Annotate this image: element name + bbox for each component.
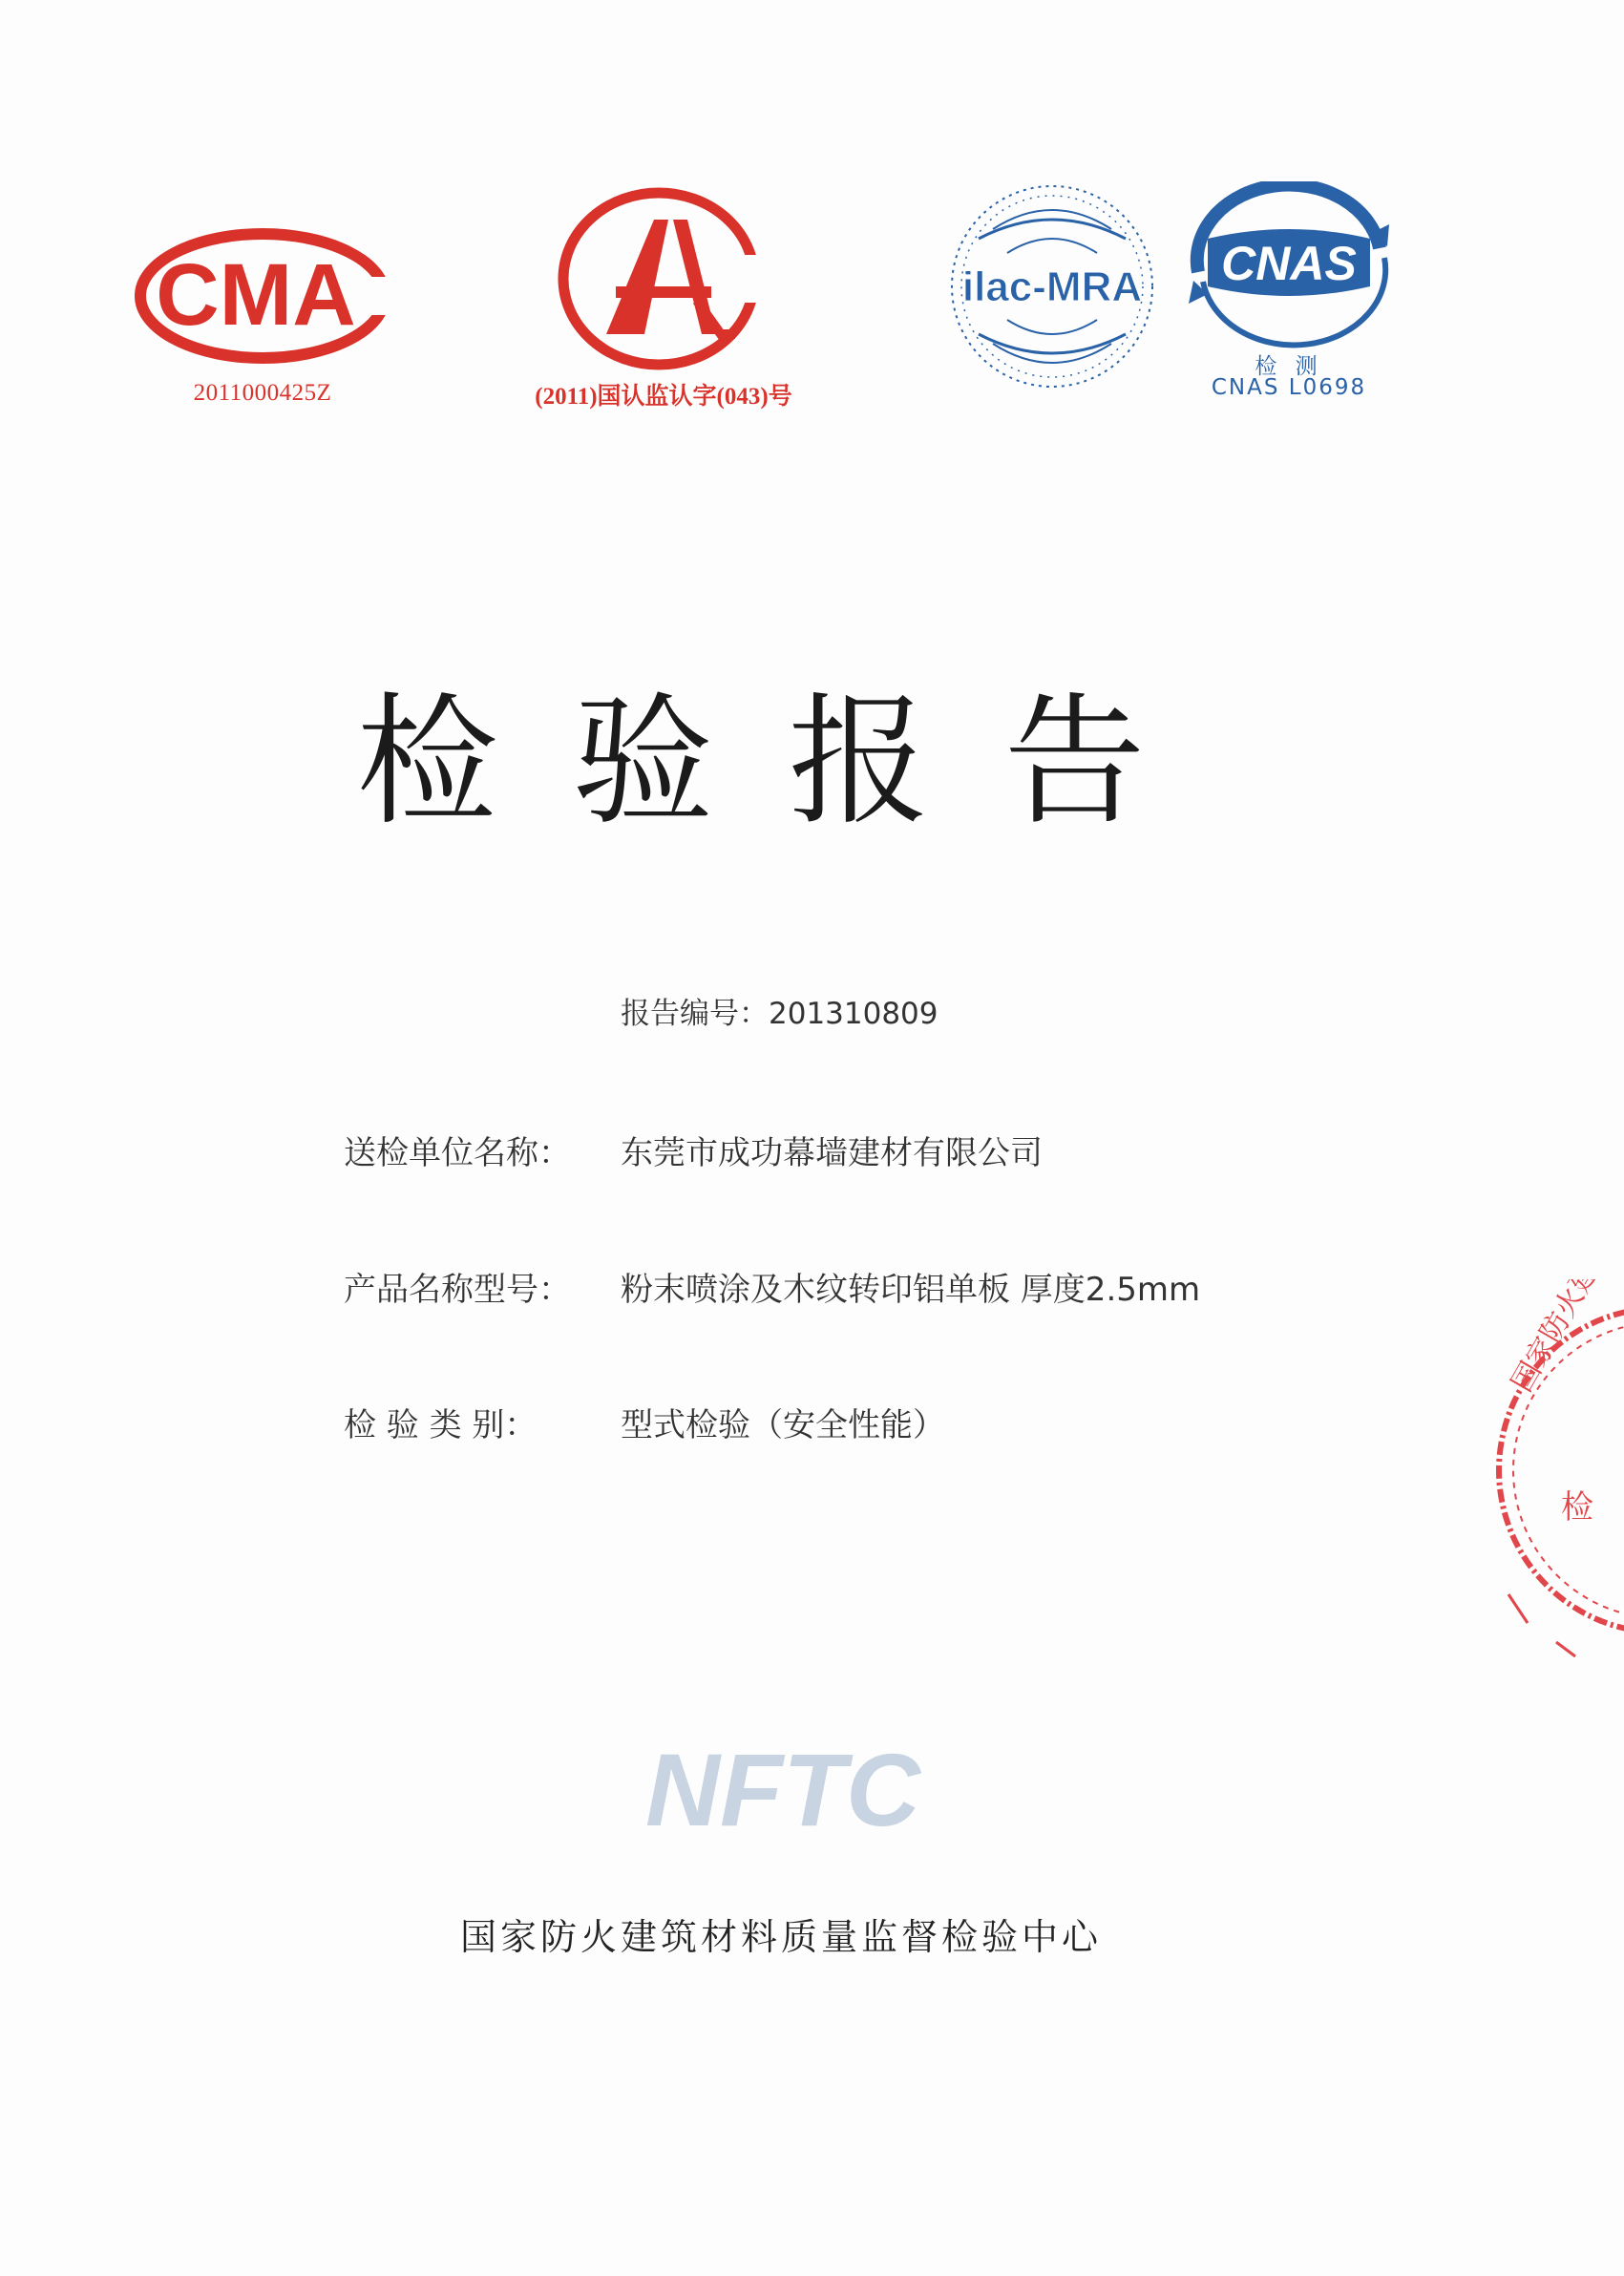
cma-code: 2011000425Z: [193, 380, 332, 406]
svg-text:检: 检: [1561, 1488, 1593, 1527]
field-value: 型式检验（安全性能）: [621, 1406, 945, 1444]
cnas-mark-icon: [1179, 181, 1399, 348]
page-title: 检验报告: [356, 680, 1220, 844]
nftc-text: NFTC: [645, 1738, 920, 1843]
cal-code: (2011)国认监认字(043)号: [535, 384, 792, 410]
cnas-mark-text: CNAS: [1221, 237, 1357, 290]
nftc-watermark: [611, 1738, 955, 1843]
field-product-model: [344, 1263, 1200, 1310]
nftc-logo-icon: [611, 1738, 955, 1843]
cma-mark-icon: [134, 227, 391, 370]
field-label: 检 验 类 别：: [344, 1406, 538, 1444]
field-value: 东莞市成功幕墙建材有限公司: [621, 1134, 1043, 1172]
field-label: 送检单位名称：: [344, 1134, 571, 1172]
official-seal: [1470, 1279, 1624, 1680]
cma-logo: [134, 227, 391, 406]
ilac-mra-logo: [940, 172, 1165, 401]
issuing-organization: 国家防火建筑材料质量监督检验中心: [459, 1916, 1102, 1958]
cnas-number: CNAS L0698: [1211, 375, 1367, 400]
cma-mark-text: CMA: [156, 246, 356, 344]
svg-text:国家防火建筑: 国家防火建筑: [1505, 1279, 1620, 1398]
field-value: 粉末喷涂及木纹转印铝单板 厚度2.5mm: [621, 1271, 1201, 1309]
cal-logo: [501, 186, 826, 411]
cal-mark-icon: [501, 186, 826, 372]
field-label: 产品名称型号：: [344, 1271, 571, 1309]
ilac-mark-text: ilac-MRA: [961, 263, 1143, 310]
ilac-globe-icon: [940, 172, 1165, 401]
field-submitting-unit: [344, 1127, 1043, 1173]
cnas-logo: [1179, 181, 1399, 406]
report-number: 报告编号：201310809: [621, 997, 939, 1031]
cnas-sub-label: 检 测: [1255, 354, 1323, 379]
field-inspection-type: [344, 1399, 945, 1445]
seal-stamp-icon: [1470, 1279, 1624, 1680]
